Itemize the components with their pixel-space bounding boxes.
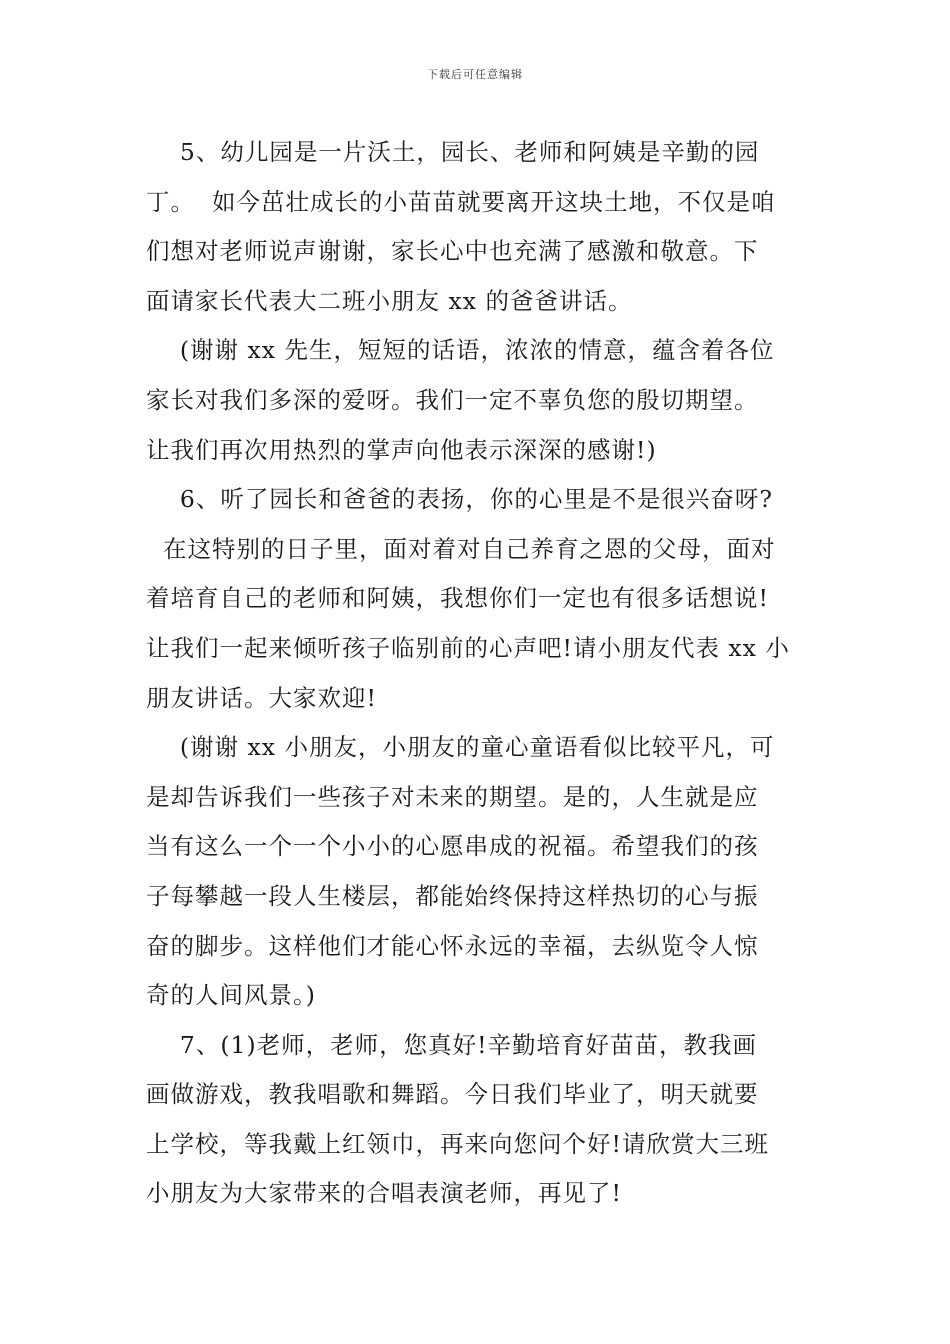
text-line: 是却告诉我们一些孩子对未来的期望。是的，人生就是应 — [146, 782, 759, 811]
text-line: 7、(1)老师，老师，您真好!辛勤培育好苗苗，教我画 — [146, 1030, 758, 1059]
text-line: 上学校，等我戴上红领巾，再来向您问个好!请欣赏大三班 — [146, 1129, 769, 1158]
text-line: 小朋友为大家带来的合唱表演老师，再见了! — [146, 1179, 622, 1208]
text-line: 5、幼儿园是一片沃土，园长、老师和阿姨是辛勤的园 — [146, 138, 760, 166]
text-line: 子每攀越一段人生楼层，都能始终保持这样热切的心与振 — [146, 881, 759, 910]
paragraph-thanks-father — [146, 326, 816, 475]
text-line: 们想对老师说声谢谢，家长心中也充满了感激和敬意。下 — [146, 237, 759, 266]
text-line: 着培育自己的老师和阿姨，我想你们一定也有很多话想说! — [146, 584, 769, 613]
paragraph-thanks-child — [146, 723, 816, 1021]
text-line: 奇的人间风景。) — [146, 981, 316, 1010]
text-line: 画做游戏，教我唱歌和舞蹈。今日我们毕业了，明天就要 — [146, 1080, 759, 1109]
text-line: (谢谢 xx 小朋友，小朋友的童心童语看似比较平凡，可 — [146, 733, 775, 762]
page-header: 下载后可任意编辑 — [427, 68, 523, 81]
text-line: 让我们再次用热烈的掌声向他表示深深的感谢!) — [146, 435, 657, 464]
text-line: (谢谢 xx 先生，短短的话语，浓浓的情意，蕴含着各位 — [146, 336, 775, 365]
paragraph-6 — [146, 475, 816, 723]
paragraph-5 — [146, 128, 816, 326]
text-line: 朋友讲话。大家欢迎! — [146, 683, 377, 712]
text-line: 在这特别的日子里，面对着对自己养育之恩的父母，面对 — [146, 534, 776, 563]
text-line: 家长对我们多深的爱呀。我们一定不辜负您的殷切期望。 — [146, 385, 759, 414]
paragraph-7 — [146, 1021, 816, 1219]
text-line: 让我们一起来倾听孩子临别前的心声吧!请小朋友代表 xx 小 — [146, 633, 790, 662]
text-line: 丁。 如今茁壮成长的小苗苗就要离开这块土地，不仅是咱 — [146, 187, 776, 216]
text-line: 6、听了园长和爸爸的表扬，你的心里是不是很兴奋呀? — [146, 485, 773, 514]
text-line: 奋的脚步。这样他们才能心怀永远的幸福，去纵览令人惊 — [146, 931, 759, 960]
document-body — [146, 128, 816, 1219]
text-line: 当有这么一个一个小小的心愿串成的祝福。希望我们的孩 — [146, 832, 759, 861]
text-line: 面请家长代表大二班小朋友 xx 的爸爸讲话。 — [146, 286, 633, 315]
